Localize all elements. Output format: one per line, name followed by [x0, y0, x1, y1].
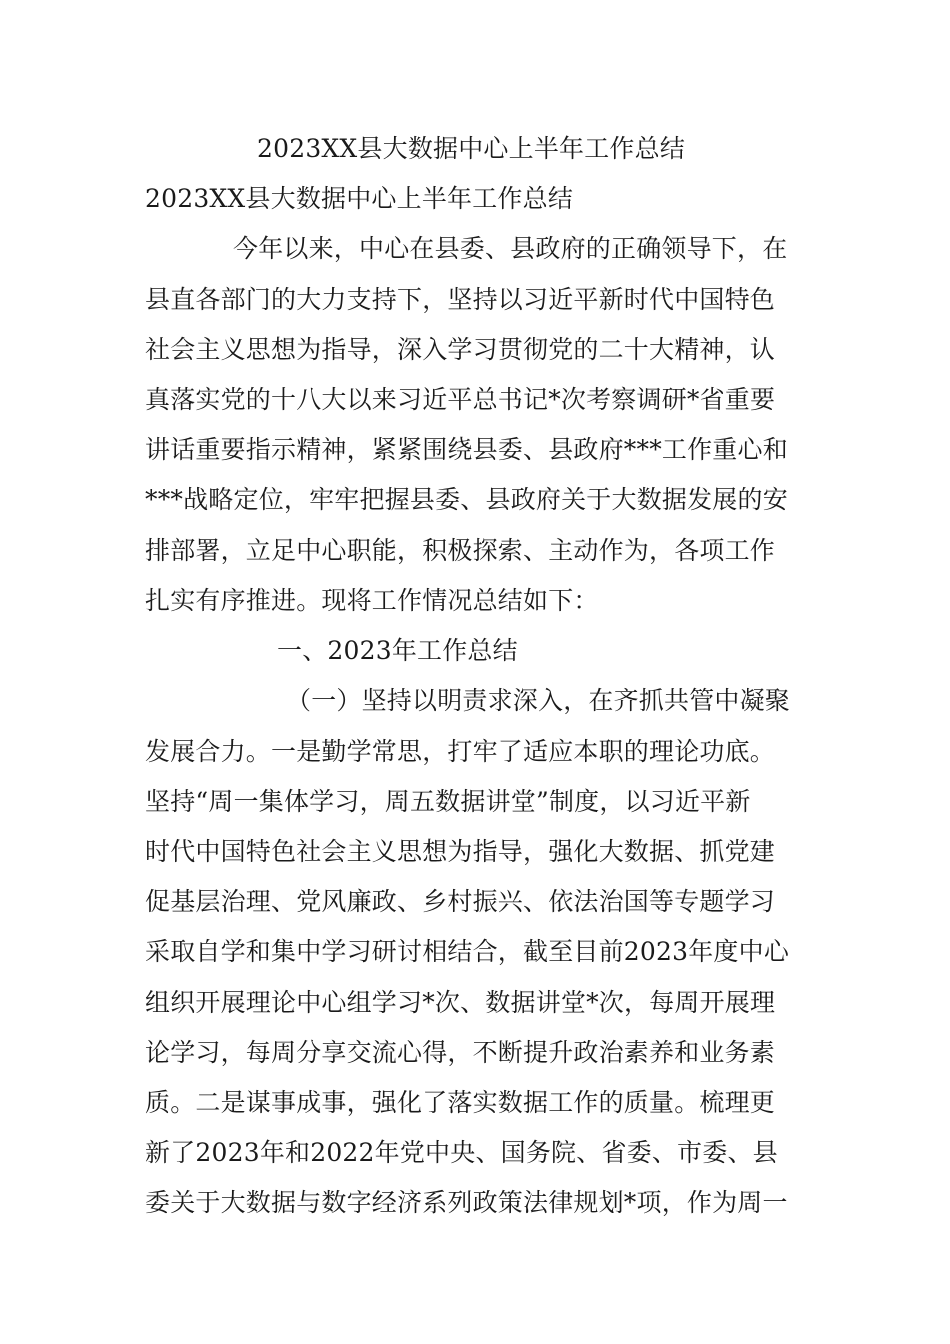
paragraph-line: 坚持“周一集体学习，周五数据讲堂”制度，以习近平新 — [145, 787, 751, 816]
paragraph-line: 组织开展理论中心组学习*次、数据讲堂*次，每周开展理 — [145, 988, 776, 1017]
paragraph-line: 扎实有序推进。现将工作情况总结如下： — [145, 586, 599, 615]
paragraph-line: 县直各部门的大力支持下，坚持以习近平新时代中国特色 — [145, 285, 776, 314]
paragraph-line: 时代中国特色社会主义思想为指导，强化大数据、抓党建 — [145, 837, 776, 866]
paragraph-line: 社会主义思想为指导，深入学习贯彻党的二十大精神，认 — [145, 335, 776, 364]
subsection-heading: （一）坚持以明责求深入，在齐抓共管中凝聚 — [286, 686, 791, 715]
paragraph-line: 论学习，每周分享交流心得，不断提升政治素养和业务素 — [145, 1038, 776, 1067]
paragraph-line: 发展合力。一是勤学常思，打牢了适应本职的理论功底。 — [145, 737, 776, 766]
paragraph-line: 质。二是谋事成事，强化了落实数据工作的质量。梳理更 — [145, 1088, 776, 1117]
paragraph-line: 讲话重要指示精神，紧紧围绕县委、县政府***工作重心和 — [145, 435, 788, 464]
paragraph-line: 排部署，立足中心职能，积极探索、主动作为，各项工作 — [145, 536, 776, 565]
paragraph-line: 今年以来，中心在县委、县政府的正确领导下，在 — [233, 234, 788, 263]
paragraph-line: 采取自学和集中学习研讨相结合，截至目前2023年度中心 — [145, 937, 790, 966]
section-heading: 一、2023年工作总结 — [277, 636, 518, 665]
paragraph-line: 新了2023年和2022年党中央、国务院、省委、市委、县 — [145, 1138, 778, 1167]
paragraph-line: ***战略定位，牢牢把握县委、县政府关于大数据发展的安 — [145, 485, 788, 514]
document-title: 2023XX县大数据中心上半年工作总结 — [257, 134, 686, 163]
paragraph-line: 委关于大数据与数字经济系列政策法律规划*项，作为周一 — [145, 1188, 788, 1217]
document-subtitle: 2023XX县大数据中心上半年工作总结 — [145, 184, 574, 213]
paragraph-line: 真落实党的十八大以来习近平总书记*次考察调研*省重要 — [145, 385, 776, 414]
paragraph-line: 促基层治理、党风廉政、乡村振兴、依法治国等专题学习 — [145, 887, 776, 916]
